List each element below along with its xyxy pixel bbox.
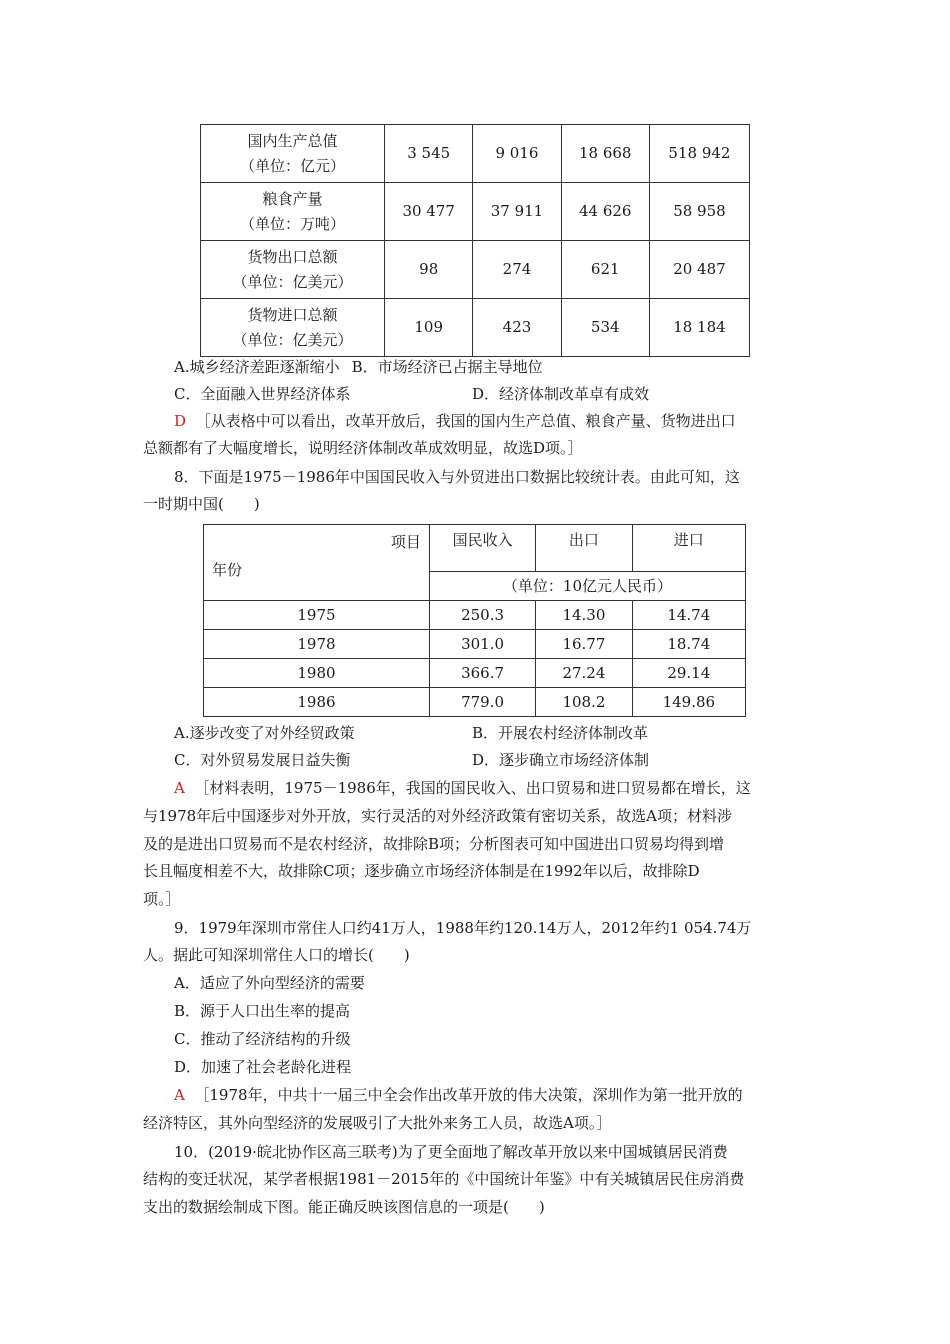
table-cell: 58 958 bbox=[649, 183, 749, 241]
table-cell: 366.7 bbox=[429, 659, 535, 688]
table-cell: 149.86 bbox=[632, 688, 745, 717]
q8-option-d: D．逐步确立市场经济体制 bbox=[472, 751, 650, 769]
table-row bbox=[204, 659, 746, 688]
q7-option-c: C．全面融入世界经济体系 bbox=[174, 385, 351, 403]
row-header-cell bbox=[201, 299, 385, 357]
q9-answer-line1 bbox=[174, 1082, 743, 1108]
table-row bbox=[201, 241, 750, 299]
q7-option-a-b bbox=[174, 354, 543, 380]
q9-option-d: D．加速了社会老龄化进程 bbox=[174, 1058, 352, 1076]
table-cell: 37 911 bbox=[473, 183, 561, 241]
table-cell: 109 bbox=[385, 299, 473, 357]
q9-answer-letter: A bbox=[174, 1086, 185, 1104]
table-cell: 621 bbox=[561, 241, 649, 299]
q10-stem-line1: 10．(2019·皖北协作区高三联考)为了更全面地了解改革开放以来中国城镇居民消费 bbox=[174, 1143, 728, 1161]
q10-stem-line3: 支出的数据绘制成下图。能正确反映该图信息的一项是( ) bbox=[143, 1198, 545, 1216]
table-cell: 9 016 bbox=[473, 125, 561, 183]
row-header-cell bbox=[201, 241, 385, 299]
q8-answer-line1 bbox=[174, 775, 751, 801]
q7-option-d: D．经济体制改革卓有成效 bbox=[472, 385, 650, 403]
table-cell: 250.3 bbox=[429, 601, 535, 630]
table-row bbox=[201, 299, 750, 357]
table-cell: 518 942 bbox=[649, 125, 749, 183]
row-label: 货物进口总额 bbox=[247, 305, 338, 324]
table-cell: 14.74 bbox=[632, 601, 745, 630]
table-cell: 779.0 bbox=[429, 688, 535, 717]
year-cell: 1986 bbox=[204, 688, 430, 717]
row-header-cell bbox=[201, 125, 385, 183]
q7-answer-line bbox=[174, 408, 736, 434]
table-cell: 20 487 bbox=[649, 241, 749, 299]
q10-stem-line2: 结构的变迁状况，某学者根据1981－2015年的《中国统计年鉴》中有关城镇居民住房消费 bbox=[143, 1170, 745, 1188]
q8-answer-line5: 项。］ bbox=[143, 890, 181, 908]
corner-label-item: 项目 bbox=[390, 533, 421, 551]
table-row bbox=[204, 601, 746, 630]
table-cell: 18 184 bbox=[649, 299, 749, 357]
q8-option-c: C．对外贸易发展日益失衡 bbox=[174, 751, 351, 769]
row-unit: （单位：亿美元） bbox=[232, 272, 353, 291]
table-corner-cell bbox=[204, 525, 430, 601]
row-unit: （单位：万吨） bbox=[240, 214, 346, 233]
q8-stem-line1: 8．下面是1975－1986年中国国民收入与外贸进出口数据比较统计表。由此可知，这 bbox=[174, 468, 740, 486]
q9-answer-line2: 经济特区，其外向型经济的发展吸引了大批外来务工人员，故选A项。］ bbox=[143, 1114, 612, 1132]
table-cell: 14.30 bbox=[536, 601, 632, 630]
q9-stem-line2: 人。据此可知深圳常住人口的增长( ) bbox=[143, 946, 410, 964]
q8-option-a: A.逐步改变了对外经贸政策 bbox=[174, 724, 355, 742]
corner-label-year: 年份 bbox=[212, 561, 243, 579]
q8-answer-line2: 与1978年后中国逐步对外开放，实行灵活的对外经济政策有密切关系，故选A项；材料涉 bbox=[143, 807, 733, 825]
q8-answer-line4: 长且幅度相差不大，故排除C项；逐步确立市场经济体制是在1992年以后，故排除D bbox=[143, 862, 700, 880]
table-row bbox=[201, 125, 750, 183]
row-label: 货物出口总额 bbox=[247, 247, 338, 266]
q8-option-b: B．开展农村经济体制改革 bbox=[472, 724, 649, 742]
q8-answer-letter: A bbox=[174, 779, 185, 797]
q9-option-b: B．源于人口出生率的提高 bbox=[174, 1002, 351, 1020]
q7-option-a: A.城乡经济差距逐渐缩小 bbox=[174, 358, 340, 376]
table-row bbox=[204, 630, 746, 659]
year-cell: 1975 bbox=[204, 601, 430, 630]
row-label: 国内生产总值 bbox=[247, 131, 338, 150]
economic-indicators-table bbox=[200, 124, 750, 357]
q7-answer-text: ［从表格中可以看出，改革开放后，我国的国内生产总值、粮食产量、货物进出口 bbox=[195, 412, 736, 430]
row-unit: （单位：亿美元） bbox=[232, 330, 353, 349]
q7-answer-letter: D bbox=[174, 412, 187, 430]
year-cell: 1980 bbox=[204, 659, 430, 688]
table-cell: 423 bbox=[473, 299, 561, 357]
table-cell: 98 bbox=[385, 241, 473, 299]
table-cell: 29.14 bbox=[632, 659, 745, 688]
table-cell: 108.2 bbox=[536, 688, 632, 717]
table-cell: 534 bbox=[561, 299, 649, 357]
table-cell: 18.74 bbox=[632, 630, 745, 659]
header-national-income: 国民收入 bbox=[429, 525, 535, 572]
table-row bbox=[204, 688, 746, 717]
table-cell: 18 668 bbox=[561, 125, 649, 183]
q9-stem-line1: 9．1979年深圳市常住人口约41万人，1988年约120.14万人，2012年约1 054.74万 bbox=[174, 919, 752, 937]
header-export: 出口 bbox=[536, 525, 632, 572]
q8-answer-text: ［材料表明，1975－1986年，我国的国民收入、出口贸易和进口贸易都在增长，这 bbox=[194, 779, 751, 797]
q9-option-a: A．适应了外向型经济的需要 bbox=[174, 974, 365, 992]
unit-row: （单位：10亿元人民币） bbox=[429, 571, 745, 600]
q9-answer-text: ［1978年，中共十一届三中全会作出改革开放的伟大决策，深圳作为第一批开放的 bbox=[194, 1086, 743, 1104]
table-cell: 301.0 bbox=[429, 630, 535, 659]
table-cell: 16.77 bbox=[536, 630, 632, 659]
q8-answer-line3: 及的是进出口贸易而不是农村经济，故排除B项；分析图表可知中国进出口贸易均得到增 bbox=[143, 835, 725, 853]
table-cell: 27.24 bbox=[536, 659, 632, 688]
year-cell: 1978 bbox=[204, 630, 430, 659]
q7-answer-line2: 总额都有了大幅度增长，说明经济体制改革成效明显，故选D项。］ bbox=[143, 439, 583, 457]
table-cell: 3 545 bbox=[385, 125, 473, 183]
table-cell: 30 477 bbox=[385, 183, 473, 241]
q7-option-b: B．市场经济已占据主导地位 bbox=[351, 358, 543, 376]
table-cell: 274 bbox=[473, 241, 561, 299]
q9-option-c: C．推动了经济结构的升级 bbox=[174, 1030, 351, 1048]
row-label: 粮食产量 bbox=[262, 189, 323, 208]
income-trade-table bbox=[203, 524, 746, 717]
row-unit: （单位：亿元） bbox=[240, 156, 346, 175]
row-header-cell bbox=[201, 183, 385, 241]
header-import: 进口 bbox=[632, 525, 745, 572]
q8-stem-line2: 一时期中国( ) bbox=[143, 495, 260, 513]
table-cell: 44 626 bbox=[561, 183, 649, 241]
table-row bbox=[201, 183, 750, 241]
